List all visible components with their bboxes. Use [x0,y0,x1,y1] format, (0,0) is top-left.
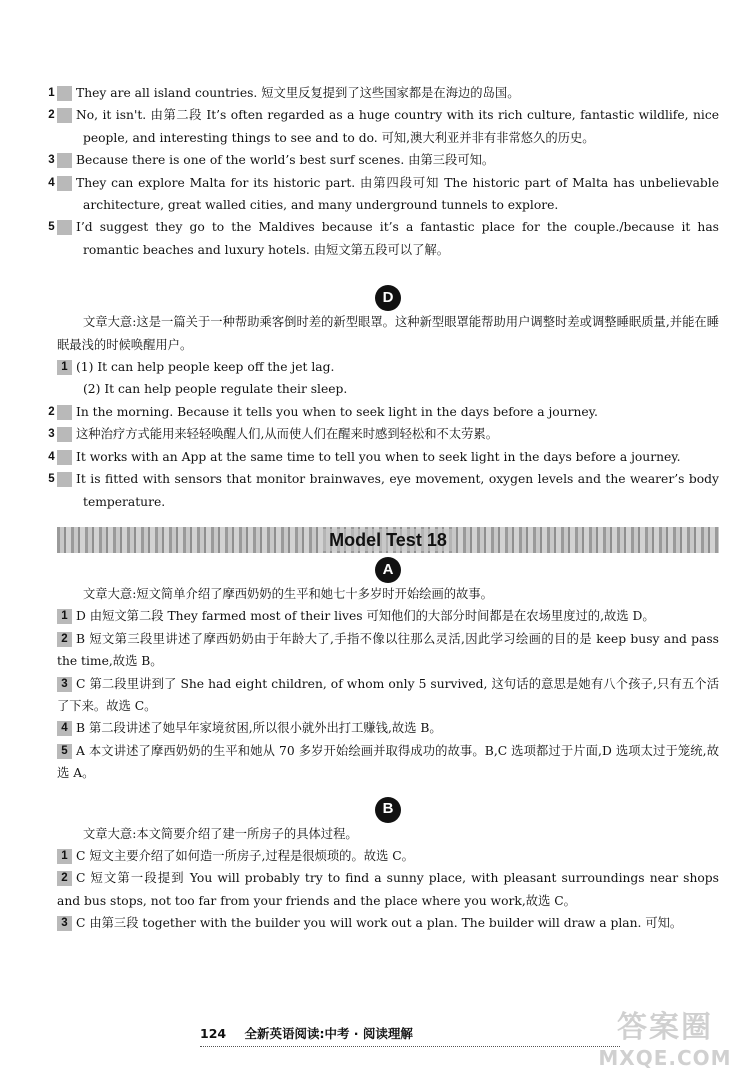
section-summary: 文章大意:本文简要介绍了建一所房子的具体过程。 [83,826,358,841]
item-number: 2 [57,871,72,886]
page-footer [200,1024,620,1047]
answer-item: 3 Because there is one of the world’s best surf scenes. 由第三段可知。 [48,153,495,168]
answer-item: 2 B 短文第三段里讲述了摩西奶奶由于年龄大了,手指不像以往那么灵活,因此学习绘画的目的是 keep busy and pass the time,故选 B。 [57,631,719,669]
watermark-top: 答案圈 [617,1010,713,1045]
item-number: 4 [57,176,72,191]
part-c-answers [48,82,719,261]
section-summary: 文章大意:这是一篇关于一种帮助乘客倒时差的新型眼罩。这种新型眼罩能帮助用户调整时差或调整睡眠质量,并能在睡眠最浅的时候唤醒用户。 [57,315,719,352]
answer-item: 4 They can explore Malta for its historic part. 由第四段可知 The historic part of Malta has unbelievable architecture, great walled cities, and many underground tunnels to explore. [48,175,719,213]
answer-item: 3 这种治疗方式能用来轻轻唤醒人们,从而使人们在醒来时感到轻松和不太劳累。 [48,427,499,442]
answer-item: 3 C 由第三段 together with the builder you will work out a plan. The builder will draw a plan. 可知。 [57,912,719,934]
item-number: 4 [57,450,72,465]
item-number: 2 [57,405,72,420]
answer-item: 1 D 由短文第二段 They farmed most of their lives 可知他们的大部分时间都是在农场里度过的,故选 D。 [57,605,719,627]
answer-item: 2 No, it isn't. 由第二段 It’s often regarded as a huge country with its rich culture, fantastic wildlife, nice people, and interesting things to see and to do. 可知,澳大利亚并非有非常悠久的历史。 [48,108,719,145]
answer-subitem: (2) It can help people regulate their sleep. [83,382,348,397]
item-number: 1 [57,86,72,101]
answer-item: 5 I’d suggest they go to the Maldives because it’s a fantastic place for the couple./because it has romantic beaches and luxury hotels. 由短文第五段可以了解。 [48,220,719,257]
item-number: 5 [57,744,72,759]
item-number: 1 [57,360,72,375]
section-b-badge: B [375,797,401,823]
answer-item: 1 C 短文主要介绍了如何造一所房子,过程是很烦琐的。故选 C。 [57,845,719,867]
section-a-badge: A [375,557,401,583]
item-number: 1 [57,849,72,864]
model-test-title: Model Test 18 [323,529,453,551]
item-number: 3 [57,153,72,168]
answer-item: 1 They are all island countries. 短文里反复提到了这些国家都是在海边的岛国。 [48,86,520,100]
section-summary: 文章大意:短文简单介绍了摩西奶奶的生平和她七十多岁时开始绘画的故事。 [83,586,493,601]
item-number: 5 [57,220,72,235]
section-d-badge: D [375,285,401,311]
answer-item: 4 B 第二段讲述了她早年家境贫困,所以很小就外出打工赚钱,故选 B。 [57,717,719,739]
watermark-logo [590,1002,740,1072]
item-number: 3 [57,916,72,931]
item-number: 2 [57,108,72,123]
answer-item: 5 A 本文讲述了摩西奶奶的生平和她从 70 多岁开始绘画并取得成功的故事。B,C 选项都过于片面,D 选项太过于笼统,故选 A。 [57,743,719,781]
book-title: 全新英语阅读:中考 · 阅读理解 [244,1026,413,1041]
watermark-bottom: MXQE.COM [598,1046,732,1070]
item-number: 5 [57,472,72,487]
answer-item: 3 C 第二段里讲到了 She had eight children, of whom only 5 survived, 这句话的意思是她有八个孩子,只有五个活了下来。故选 C。 [57,676,719,713]
item-number: 3 [57,677,72,692]
answer-item: 2 C 短文第一段提到 You will probably try to find a sunny place, with pleasant surroundings near shops and bus stops, not too far from your friends and the place where you work,故选 C。 [57,871,719,908]
item-number: 4 [57,721,72,736]
item-number: 3 [57,427,72,442]
answer-item: 1 (1) It can help people keep off the jet lag. [57,356,719,378]
page-number: 124 [200,1026,227,1041]
model-test-banner [57,527,719,553]
answer-item: 2 In the morning. Because it tells you when to seek light in the days before a journey. [48,404,598,419]
item-number: 2 [57,632,72,647]
page-content [48,82,719,935]
answer-item: 5 It is fitted with sensors that monitor brainwaves, eye movement, oxygen levels and the wearer’s body temperature. [48,472,719,509]
answer-item: 4 It works with an App at the same time to tell you when to seek light in the days before a journey. [48,449,681,464]
item-number: 1 [57,609,72,624]
